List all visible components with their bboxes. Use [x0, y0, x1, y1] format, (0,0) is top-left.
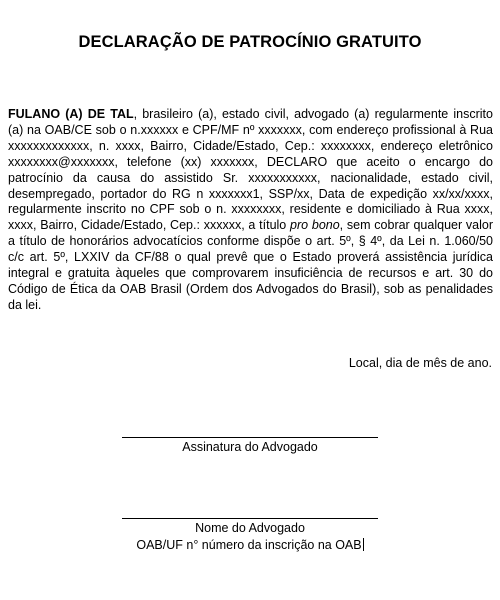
declarant-name: FULANO (A) DE TAL [8, 107, 134, 121]
name-line [122, 518, 378, 519]
signature-label: Assinatura do Advogado [182, 440, 318, 454]
declaration-paragraph [8, 107, 493, 314]
local-date-line: Local, dia de mês de ano. [348, 356, 492, 370]
declaration-text-part2: , sem cobrar qualquer valor a título de honorários advocatícios conforme dispõe o art. 5º, § 4º, da Lei n. 1.060/50 c/c art. 5º, LXXIV da CF/88 o qual prevê que o Estado proverá assistência jurídica integral e gratuita àqueles que comprovarem insuficiência de recursos e art. 30 do Código de Ética da OAB Brasil (Ordem dos Advogados do Brasil), sob as penalidades da lei. [8, 218, 493, 312]
document-title: DECLARAÇÃO DE PATROCÍNIO GRATUITO [78, 33, 422, 51]
lawyer-oab-label[interactable] [0, 538, 500, 552]
text-cursor [363, 538, 364, 551]
lawyer-name-label: Nome do Advogado [195, 521, 305, 535]
signature-line [122, 437, 378, 438]
declaration-text-part1: , brasileiro (a), estado civil, advogado (a) regularmente inscrito (a) na OAB/CE sob o n.xxxxxx e CPF/MF nº xxxxxxx, com endereço profissional à Rua xxxxxxxxxxxxx, n. xxxx, Bairro, Cidade/Estado, Cep.: xxxxxxxx, endereço eletrônico xxxxxxxx@xxxxxxx, telefone (xx) xxxxxxx, DECLARO que aceito o encargo do patrocínio da causa do assistido Sr. xxxxxxxxxxx, nacionalidade, estado civil, desempregado, portador do RG n xxxxxxx1, SSP/xx, Data de expedição xx/xx/xxxx, regularmente inscrito no CPF sob o n. xxxxxxxx, residente e domiciliado à Rua xxxx, xxxx, Bairro, Cidade/Estado, Cep.: xxxxxx, a título [8, 107, 493, 233]
lawyer-oab-text: OAB/UF n° número da inscrição na OAB [136, 538, 362, 552]
pro-bono-term: pro bono [290, 218, 340, 233]
